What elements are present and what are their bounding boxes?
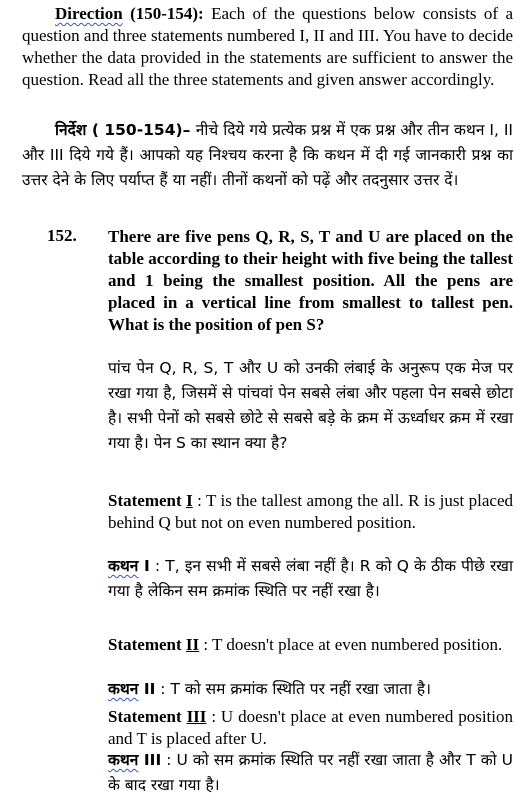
statement-3-label: Statement — [108, 707, 182, 726]
direction-label: Direction — [55, 4, 123, 23]
statement-1-hindi-label: कथन — [108, 557, 139, 575]
statement-2-hindi-label: कथन — [108, 680, 139, 698]
statement-1-hindi — [108, 554, 513, 604]
statement-3-hindi — [108, 748, 513, 798]
direction-range: (150-154): — [130, 4, 204, 23]
statement-2-number: II — [185, 635, 200, 654]
question-english: There are five pens Q, R, S, T and U are placed on the table according to their height with five being the tallest and 1 being the smallest position. All the pens are placed in a vertical line from smallest to tallest pen. What is the position of pen S? — [108, 227, 513, 334]
statement-3-text: : U doesn't place at even numbered position and T is placed after U. — [108, 707, 514, 748]
statement-2-hindi-text: : T को सम क्रमांक स्थिति पर नहीं रखा जाता है। — [155, 680, 431, 698]
statement-1-number: I — [186, 491, 193, 510]
statement-2-text: : T doesn't place at even numbered position. — [199, 635, 503, 654]
statement-2-hindi-number: II — [138, 680, 156, 698]
statement-1-hindi-number: I — [138, 557, 150, 575]
nirdesh-range: ( 150-154)– — [86, 121, 196, 139]
direction-paragraph — [22, 3, 513, 91]
statement-2-label: Statement — [108, 635, 182, 654]
statement-1-text: : T is the tallest among the all. R is just placed behind Q but not on even numbered position. — [108, 491, 514, 532]
statement-2-hindi — [108, 677, 513, 702]
nirdesh-paragraph — [22, 118, 513, 193]
statement-3-hindi-text: : U को सम क्रमांक स्थिति पर नहीं रखा जाता है और T को U के बाद रखा गया है। — [108, 751, 514, 794]
statement-3-english — [108, 706, 513, 750]
statement-1-hindi-text: : T, इन सभी में सबसे लंबा नहीं है। R को Q के ठीक पीछे रखा गया है लेकिन सम क्रमांक स्थिति पर नहीं रखा है। — [108, 557, 513, 600]
question-number: 152. — [47, 226, 77, 245]
statement-3-hindi-number: III — [138, 751, 162, 769]
statement-1-english — [108, 490, 513, 534]
direction-text: Each of the questions below consists of a question and three statements numbered I, II and III. You have to decide whether the data provided in the statements are sufficient to answer the question. Read all the three statements and given answer accordingly. — [22, 4, 514, 89]
nirdesh-label: निर्देश — [55, 121, 87, 139]
statement-1-label: Statement — [108, 491, 182, 510]
question-hindi: पांच पेन Q, R, S, T और U को उनकी लंबाई के अनुरूप एक मेज पर रखा गया है, जिसमें से पांचवां पेन सबसे लंबा और पहला पेन सबसे छोटा है। सभी पेनों को सबसे छोटे से सबसे बड़े के क्रम में ऊर्ध्वाधर क्रम में रखा गया है। पेन S का स्थान क्या है? — [108, 359, 513, 452]
nirdesh-text: नीचे दिये गये प्रत्येक प्रश्न में एक प्रश्न और तीन कथन I, II और III दिये गये हैं। आपको यह निश्चय करना है कि कथन में दी गई जानकारी प्रश्न का उत्तर देने के लिए पर्याप्त हैं या नहीं। तीनों कथनों को पढ़ें और तदनुसार उत्तर दें। — [22, 121, 513, 189]
statement-2-english — [108, 634, 513, 656]
statement-3-number: III — [186, 707, 207, 726]
statement-3-hindi-label: कथन — [108, 751, 139, 769]
